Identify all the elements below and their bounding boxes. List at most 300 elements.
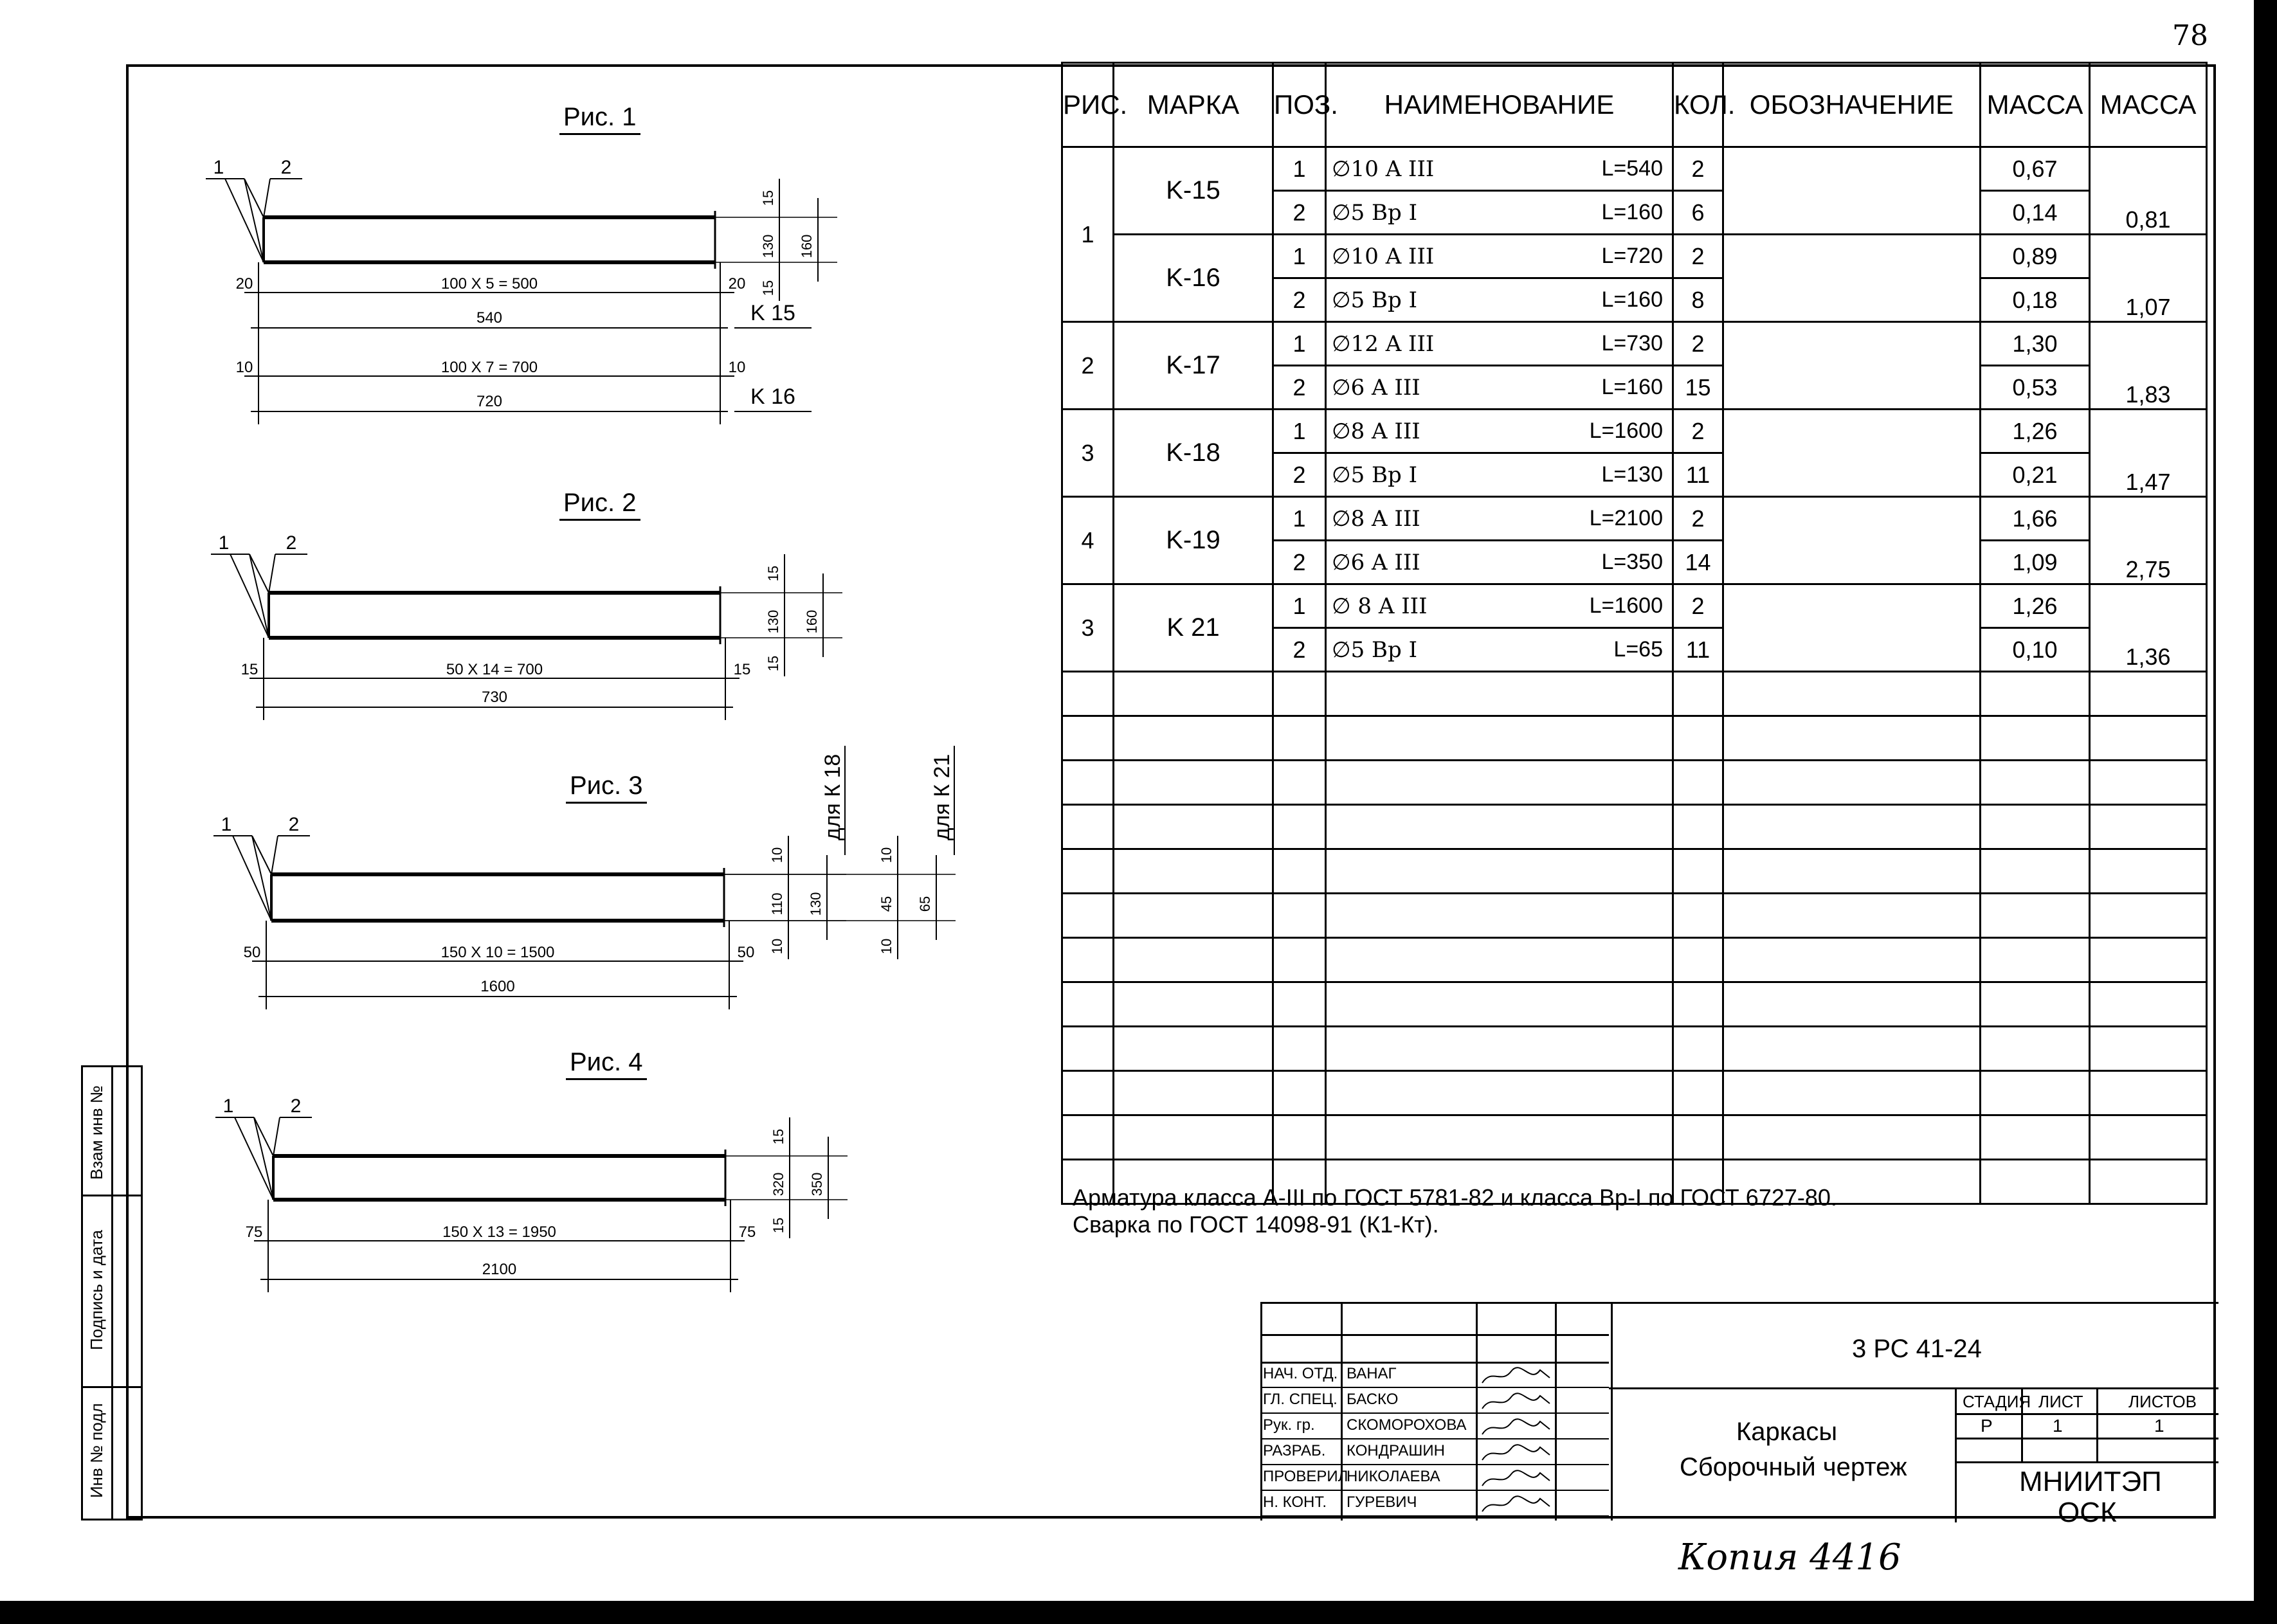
cell-kol: 2 [1673, 497, 1723, 541]
empty-cell [1981, 982, 2090, 1027]
cell-kol: 2 [1673, 147, 1723, 191]
cell-name [1326, 497, 1673, 541]
cell-poz: 2 [1273, 628, 1326, 672]
cell-mass-total: 2,75 [2090, 497, 2207, 584]
empty-cell [1723, 1027, 1981, 1071]
rebar-length: L=160 [1601, 199, 1663, 224]
empty-table-row [1062, 1027, 2207, 1071]
role-title: РАЗРАБ. [1263, 1442, 1326, 1459]
cell-ris: 3 [1062, 410, 1114, 497]
signature-stroke [1482, 1393, 1550, 1409]
role-title: НАЧ. ОТД. [1263, 1365, 1338, 1382]
cell-poz: 2 [1273, 366, 1326, 410]
header-mass: МАССА [1981, 63, 2090, 147]
dimension-label: 15 [760, 190, 776, 206]
cell-marka: K 21 [1114, 584, 1273, 672]
callout-label: 2 [286, 532, 297, 554]
signature [1479, 1493, 1553, 1517]
cell-marka: K-17 [1114, 322, 1273, 410]
empty-table-row [1062, 1115, 2207, 1160]
cell-designation [1723, 584, 1981, 672]
figure-title: Рис. 3 [566, 771, 647, 804]
figure-title: Рис. 1 [559, 103, 640, 135]
signature-stroke [1482, 1445, 1550, 1460]
cell-poz: 1 [1273, 235, 1326, 278]
empty-cell [1273, 716, 1326, 761]
empty-cell [2090, 982, 2207, 1027]
dimension-label: 150 X 10 = 1500 [440, 944, 555, 961]
dimension-label: 130 [760, 234, 776, 258]
callout-label: 2 [288, 814, 300, 835]
empty-cell [1114, 894, 1273, 938]
signature-stroke [1482, 1419, 1550, 1434]
cell-mass: 1,30 [1981, 322, 2090, 366]
dimension-label: 10 [728, 359, 746, 376]
callout-label: 1 [221, 814, 232, 835]
cell-mass: 1,09 [1981, 541, 2090, 584]
empty-cell [1981, 849, 2090, 894]
mark-label: для К 18 [821, 753, 845, 841]
rebar-length: L=65 [1613, 636, 1663, 662]
figure-title: Рис. 4 [566, 1048, 647, 1080]
dimension-label: 75 [245, 1223, 263, 1241]
empty-cell [1326, 716, 1673, 761]
cell-poz: 2 [1273, 541, 1326, 584]
cell-name [1326, 191, 1673, 235]
row-divider [1260, 1438, 1609, 1439]
cell-name [1326, 628, 1673, 672]
role-person: НИКОЛАЕВА [1347, 1468, 1440, 1485]
note-line: Сварка по ГОСТ 14098-91 (К1-Кт). [1073, 1211, 1439, 1238]
empty-cell [1326, 1071, 1673, 1115]
empty-cell [1723, 716, 1981, 761]
empty-cell [1723, 761, 1981, 805]
empty-cell [1673, 1115, 1723, 1160]
cell-mass: 1,26 [1981, 410, 2090, 453]
empty-cell [1673, 849, 1723, 894]
cell-mass-total: 1,83 [2090, 322, 2207, 410]
empty-cell [1673, 894, 1723, 938]
empty-cell [1326, 894, 1673, 938]
empty-cell [1062, 1027, 1114, 1071]
rebar-name: ∅10 A III [1332, 243, 1435, 269]
header-poz: ПОЗ. [1273, 63, 1326, 147]
cell-kol: 2 [1673, 410, 1723, 453]
figure-title: Рис. 2 [559, 489, 640, 521]
cell-mass-total: 1,07 [2090, 235, 2207, 322]
cell-kol: 11 [1673, 453, 1723, 497]
dimension-label: 730 [481, 689, 508, 706]
callout-label: 1 [218, 532, 230, 554]
empty-cell [2090, 1027, 2207, 1071]
empty-cell [1326, 982, 1673, 1027]
empty-cell [1326, 761, 1673, 805]
page-number: 78 [2172, 19, 2208, 52]
cell-poz: 1 [1273, 497, 1326, 541]
sheet-header: ЛИСТ [2038, 1392, 2083, 1411]
cell-kol: 6 [1673, 191, 1723, 235]
empty-table-row [1062, 849, 2207, 894]
dimension-label: 15 [770, 1128, 786, 1145]
table-row [1062, 235, 2207, 278]
dimension-label: 2100 [482, 1261, 517, 1278]
signature [1479, 1468, 1553, 1491]
cell-poz: 2 [1273, 278, 1326, 322]
cell-marka: K-19 [1114, 497, 1273, 584]
cell-mass: 0,67 [1981, 147, 2090, 191]
row-divider [1260, 1515, 1609, 1517]
header-mass-total: МАССА [2090, 63, 2207, 147]
cell-marka: K-16 [1114, 235, 1273, 322]
empty-cell [1723, 938, 1981, 982]
rebar-length: L=2100 [1589, 505, 1663, 530]
rebar-length: L=160 [1601, 374, 1663, 399]
empty-table-row [1062, 894, 2207, 938]
empty-cell [1114, 672, 1273, 716]
header-name: НАИМЕНОВАНИЕ [1326, 63, 1673, 147]
table-row [1062, 322, 2207, 366]
empty-cell [2090, 1160, 2207, 1204]
stage-value: Р [1981, 1416, 1993, 1436]
dimension-label: 160 [804, 609, 820, 634]
empty-cell [1114, 716, 1273, 761]
cell-mass: 0,89 [1981, 235, 2090, 278]
dimension-label: 50 [737, 944, 755, 961]
role-person: ГУРЕВИЧ [1347, 1493, 1417, 1511]
cell-poz: 2 [1273, 453, 1326, 497]
empty-cell [2090, 805, 2207, 849]
dimension-label: 15 [240, 661, 259, 678]
empty-cell [1981, 894, 2090, 938]
empty-cell [1673, 761, 1723, 805]
empty-cell [1273, 894, 1326, 938]
table-row [1062, 410, 2207, 453]
leader [273, 1117, 280, 1156]
empty-cell [1673, 672, 1723, 716]
cell-kol: 2 [1673, 322, 1723, 366]
row-divider [1260, 1490, 1609, 1491]
rebar-name: ∅ 8 A III [1332, 593, 1428, 619]
empty-cell [2090, 938, 2207, 982]
cell-name [1326, 453, 1673, 497]
empty-cell [1273, 672, 1326, 716]
header-ris: РИС. [1062, 63, 1114, 147]
signature-stroke [1482, 1496, 1550, 1511]
rebar-length: L=540 [1601, 156, 1663, 181]
empty-cell [1062, 849, 1114, 894]
rebar-length: L=1600 [1589, 593, 1663, 618]
rebar-name: ∅6 A III [1332, 374, 1420, 401]
empty-cell [1062, 672, 1114, 716]
cell-ris: 3 [1062, 584, 1114, 672]
dimension-label: 160 [799, 234, 815, 258]
cell-kol: 2 [1673, 235, 1723, 278]
cell-mass: 0,53 [1981, 366, 2090, 410]
role-title: Рук. гр. [1263, 1416, 1315, 1434]
empty-cell [1326, 805, 1673, 849]
cell-name [1326, 410, 1673, 453]
dimension-label: 15 [765, 565, 781, 582]
empty-cell [1273, 761, 1326, 805]
empty-cell [1723, 849, 1981, 894]
signature [1479, 1365, 1553, 1388]
dimension-label: 15 [760, 280, 776, 296]
empty-cell [1723, 1071, 1981, 1115]
empty-cell [1673, 1027, 1723, 1071]
cell-name [1326, 366, 1673, 410]
empty-cell [1273, 849, 1326, 894]
empty-cell [1326, 1027, 1673, 1071]
empty-cell [2090, 716, 2207, 761]
empty-cell [1062, 982, 1114, 1027]
cell-kol: 14 [1673, 541, 1723, 584]
cell-designation [1723, 235, 1981, 322]
empty-cell [1673, 805, 1723, 849]
note-line: Арматура класса A-III по ГОСТ 5781-82 и класса Bp-I по ГОСТ 6727-80. [1073, 1184, 1837, 1211]
cell-poz: 2 [1273, 191, 1326, 235]
dimension-label: 100 X 5 = 500 [440, 275, 538, 293]
empty-cell [1114, 849, 1273, 894]
cell-kol: 2 [1673, 584, 1723, 628]
role-title: ГЛ. СПЕЦ. [1263, 1391, 1338, 1408]
empty-cell [1114, 1071, 1273, 1115]
empty-cell [1273, 982, 1326, 1027]
cell-designation [1723, 322, 1981, 410]
empty-cell [1062, 1071, 1114, 1115]
empty-table-row [1062, 672, 2207, 716]
signature [1479, 1391, 1553, 1414]
sheets-value: 1 [2154, 1416, 2164, 1436]
cell-name [1326, 322, 1673, 366]
role-person: КОНДРАШИН [1347, 1442, 1445, 1459]
cell-mass-total: 1,36 [2090, 584, 2207, 672]
cell-kol: 8 [1673, 278, 1723, 322]
rebar-name: ∅12 A III [1332, 330, 1435, 357]
dimension-label: 150 X 13 = 1950 [442, 1223, 556, 1241]
cell-poz: 1 [1273, 584, 1326, 628]
rebar-length: L=350 [1601, 549, 1663, 574]
dimension-label: 110 [769, 892, 785, 916]
role-title: Н. КОНТ. [1263, 1493, 1327, 1511]
dimension-label: 45 [878, 896, 894, 912]
leader [254, 1117, 273, 1156]
cell-ris: 2 [1062, 322, 1114, 410]
rebar-name: ∅5 Bp I [1332, 287, 1418, 313]
empty-cell [1062, 1115, 1114, 1160]
dimension-label: 100 X 7 = 700 [440, 359, 538, 376]
cell-mass: 0,14 [1981, 191, 2090, 235]
empty-cell [1062, 938, 1114, 982]
empty-table-row [1062, 982, 2207, 1027]
empty-table-row [1062, 716, 2207, 761]
cell-poz: 1 [1273, 322, 1326, 366]
rebar-name: ∅5 Bp I [1332, 199, 1418, 226]
cell-name [1326, 235, 1673, 278]
empty-table-row [1062, 805, 2207, 849]
empty-cell [1273, 1027, 1326, 1071]
empty-cell [2090, 894, 2207, 938]
empty-cell [1114, 1027, 1273, 1071]
cell-mass-total: 1,47 [2090, 410, 2207, 497]
cell-mass: 0,10 [1981, 628, 2090, 672]
empty-cell [1062, 894, 1114, 938]
empty-cell [1062, 761, 1114, 805]
dimension-label: 320 [770, 1172, 786, 1196]
cell-kol: 11 [1673, 628, 1723, 672]
header-designation: ОБОЗНАЧЕНИЕ [1723, 63, 1981, 147]
empty-cell [1981, 716, 2090, 761]
empty-cell [1273, 938, 1326, 982]
empty-cell [1114, 938, 1273, 982]
cell-mass: 0,18 [1981, 278, 2090, 322]
scan-edge-right [2254, 0, 2277, 1624]
rebar-length: L=160 [1601, 287, 1663, 312]
empty-table-row [1062, 1071, 2207, 1115]
cell-kol: 15 [1673, 366, 1723, 410]
rebar-name: ∅8 A III [1332, 418, 1420, 444]
cell-poz: 1 [1273, 410, 1326, 453]
empty-cell [1273, 805, 1326, 849]
empty-cell [1114, 982, 1273, 1027]
dimension-label: 130 [765, 609, 781, 634]
empty-cell [1723, 1115, 1981, 1160]
cell-marka: K-15 [1114, 147, 1273, 235]
rebar-name: ∅6 A III [1332, 549, 1420, 575]
cell-designation [1723, 147, 1981, 235]
row-divider [1260, 1464, 1609, 1465]
empty-cell [1062, 716, 1114, 761]
organization-line-1: МНИИТЭП [2019, 1466, 2162, 1497]
empty-cell [1273, 1071, 1326, 1115]
empty-cell [1981, 1160, 2090, 1204]
specification-table [1061, 62, 2208, 1205]
table-header-row [1062, 63, 2207, 147]
dimension-label: 720 [476, 393, 503, 410]
signature-stroke [1482, 1367, 1550, 1383]
empty-cell [2090, 1071, 2207, 1115]
role-title: ПРОВЕРИЛ [1263, 1468, 1348, 1485]
dimension-label: 15 [765, 655, 781, 672]
empty-cell [1114, 761, 1273, 805]
role-person: СКОМОРОХОВА [1347, 1416, 1467, 1434]
callout-label: 2 [280, 157, 292, 178]
sheets-header: ЛИСТОВ [2128, 1392, 2197, 1411]
drawing-code: 3 РС 41-24 [1852, 1335, 1982, 1363]
signature-stroke [1482, 1470, 1550, 1486]
sheet-value: 1 [2053, 1416, 2063, 1436]
cell-name [1326, 584, 1673, 628]
rebar-length: L=720 [1601, 243, 1663, 268]
callout-label: 1 [213, 157, 224, 178]
dimension-label: 10 [878, 938, 894, 955]
side-stamp-signature-date: Подпись и дата [87, 1229, 106, 1350]
signature [1479, 1416, 1553, 1439]
side-stamp-inv-original: Инв № подл [87, 1403, 106, 1498]
dimension-label: 15 [733, 661, 751, 678]
empty-cell [1981, 1071, 2090, 1115]
cell-marka: K-18 [1114, 410, 1273, 497]
dimension-label: 130 [808, 892, 824, 916]
role-person: ВАНАГ [1347, 1365, 1397, 1382]
cell-name [1326, 147, 1673, 191]
empty-cell [1673, 716, 1723, 761]
title-block [1260, 1302, 2218, 1528]
empty-cell [2090, 849, 2207, 894]
dimension-label: 75 [738, 1223, 756, 1241]
empty-cell [2090, 672, 2207, 716]
empty-cell [1723, 982, 1981, 1027]
mark-label: K 16 [750, 384, 795, 409]
empty-cell [1723, 894, 1981, 938]
cell-poz: 1 [1273, 147, 1326, 191]
empty-cell [1673, 982, 1723, 1027]
leader [235, 1117, 273, 1200]
cell-mass: 1,26 [1981, 584, 2090, 628]
dimension-label: 10 [235, 359, 253, 376]
cell-name [1326, 541, 1673, 584]
rebar-name: ∅5 Bp I [1332, 636, 1418, 663]
empty-cell [1981, 805, 2090, 849]
title-line-2: Сборочный чертеж [1680, 1453, 1907, 1481]
dimension-label: 20 [235, 275, 253, 293]
empty-cell [1326, 1115, 1673, 1160]
stage-header: СТАДИЯ [1963, 1392, 2031, 1411]
cell-designation [1723, 410, 1981, 497]
cell-mass-total: 0,81 [2090, 147, 2207, 235]
handwritten-note: Копия 4416 [1678, 1537, 1901, 1578]
callout-label: 1 [222, 1096, 234, 1117]
table-row [1062, 584, 2207, 628]
dimension-label: 1600 [480, 978, 515, 995]
dimension-label: 540 [476, 309, 503, 327]
rebar-name: ∅10 A III [1332, 156, 1435, 182]
cell-mass: 0,21 [1981, 453, 2090, 497]
dimension-label: 50 [243, 944, 261, 961]
row-divider [1260, 1387, 1609, 1388]
empty-cell [1723, 805, 1981, 849]
table-row [1062, 497, 2207, 541]
empty-cell [1981, 1027, 2090, 1071]
empty-cell [1273, 1115, 1326, 1160]
rebar-name: ∅8 A III [1332, 505, 1420, 532]
row-divider [1260, 1412, 1609, 1414]
empty-cell [1981, 1115, 2090, 1160]
role-person: БАСКО [1347, 1391, 1399, 1408]
side-stamp-replace-inv: Взам инв № [87, 1085, 106, 1180]
rebar-length: L=1600 [1589, 418, 1663, 443]
general-notes [1073, 1184, 1837, 1238]
mark-label: K 15 [750, 301, 795, 325]
signature [1479, 1442, 1553, 1465]
header-kol: КОЛ. [1673, 63, 1723, 147]
empty-cell [2090, 761, 2207, 805]
empty-cell [1673, 1071, 1723, 1115]
figure-drawing [0, 0, 965, 1624]
empty-cell [1326, 849, 1673, 894]
empty-cell [1723, 672, 1981, 716]
empty-cell [1981, 761, 2090, 805]
empty-cell [1114, 805, 1273, 849]
leader [254, 1117, 273, 1200]
empty-cell [2090, 1115, 2207, 1160]
dimension-label: 10 [769, 847, 785, 863]
dimension-label: 50 X 14 = 700 [446, 661, 543, 678]
callout-label: 2 [290, 1096, 302, 1117]
dimension-label: 65 [917, 896, 933, 912]
empty-cell [1326, 938, 1673, 982]
dimension-label: 15 [770, 1217, 786, 1234]
cell-mass: 1,66 [1981, 497, 2090, 541]
